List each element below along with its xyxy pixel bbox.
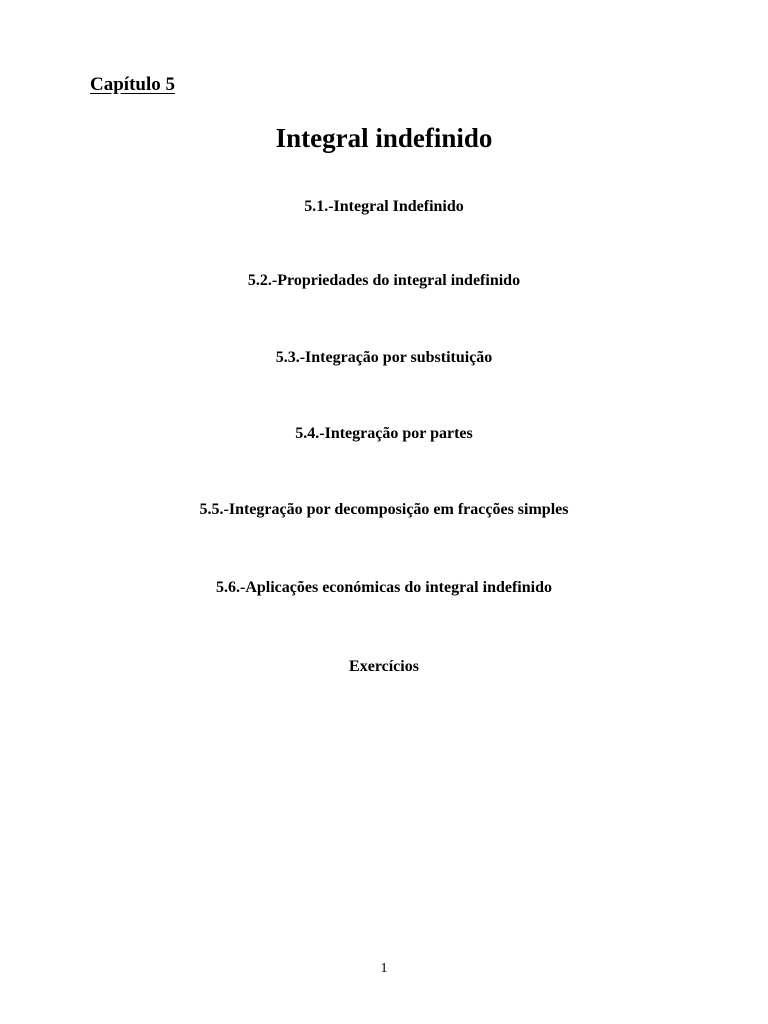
- toc-item-exercises: Exercícios: [349, 658, 419, 675]
- chapter-label: Capítulo 5: [90, 74, 175, 95]
- toc-item-5-2: 5.2.-Propriedades do integral indefinido: [247, 272, 521, 289]
- toc-item-5-1: 5.1.-Integral Indefinido: [304, 198, 464, 215]
- toc-item-5-4: 5.4.-Integração por partes: [295, 425, 473, 442]
- toc-item-5-5: 5.5.-Integração por decomposição em fracções simples: [199, 501, 569, 518]
- toc-item-5-3: 5.3.-Integração por substituição: [275, 349, 493, 366]
- page-number: 1: [380, 961, 388, 976]
- chapter-title: Integral indefinido: [275, 123, 493, 153]
- toc-item-5-6: 5.6.-Aplicações económicas do integral indefinido: [216, 579, 552, 596]
